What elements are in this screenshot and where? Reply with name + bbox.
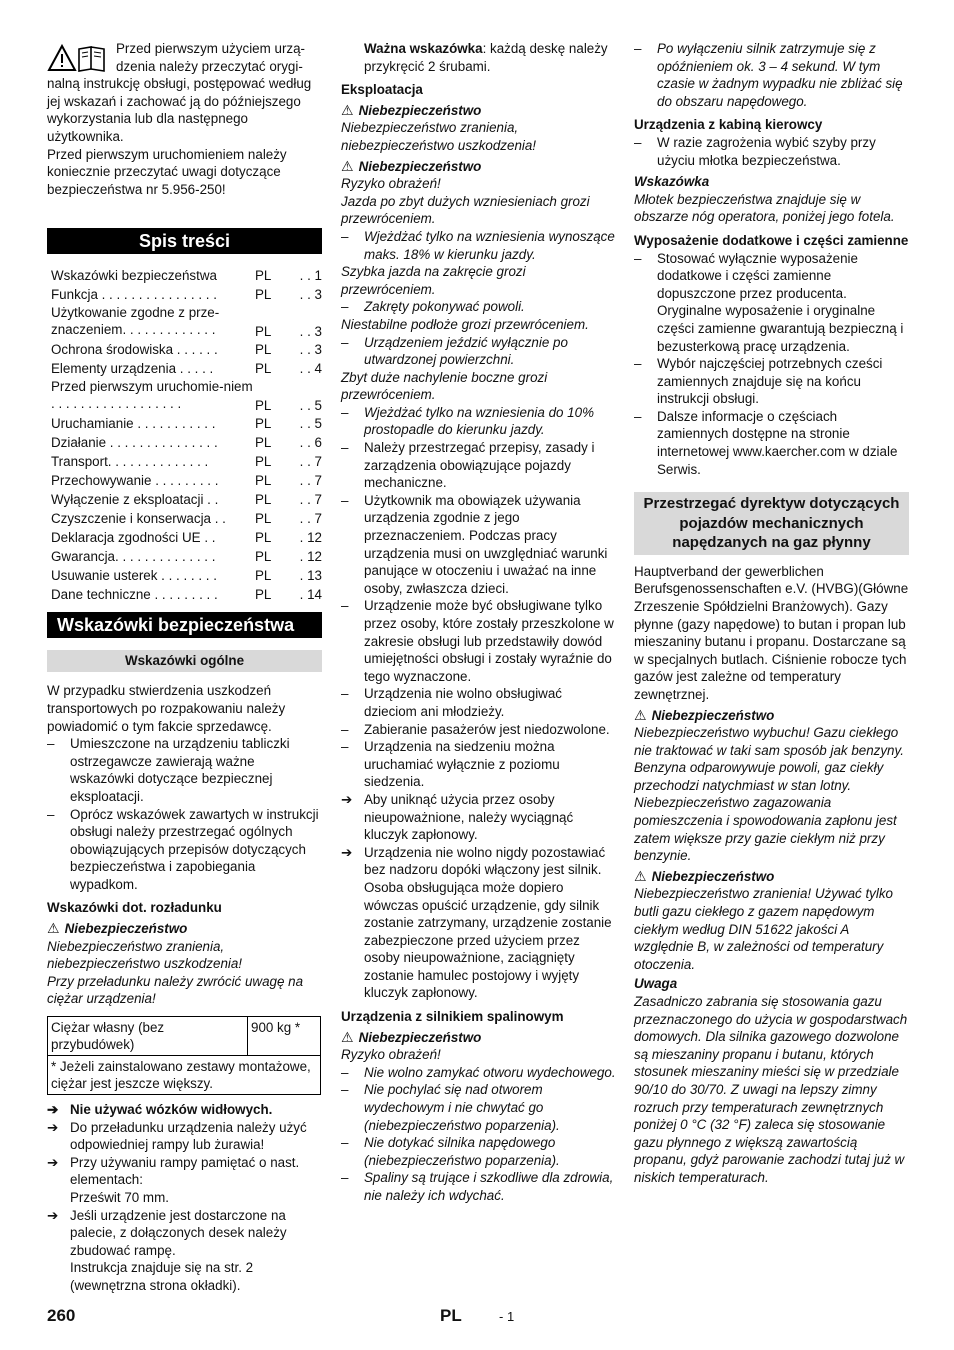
toc-entry-title: Wyłączenie z eksploatacji . . [51, 492, 219, 508]
toc-entry-page: . . 3 [299, 324, 322, 340]
toc-entry-title: Użytkowanie zgodne z prze-znaczeniem. . . . . . . . . . . . . [51, 305, 220, 338]
toc-entry-page: . . 6 [299, 435, 322, 451]
toc-entry-page: . 14 [299, 587, 322, 603]
danger-text: Zbyt duże nachylenie boczne grozi przewróceniem. [341, 369, 548, 403]
list-item: – Nie dotykać silnika napędowego (niebezpieczeństwo poparzenia). [341, 1135, 560, 1168]
toc-entry-title: Czyszczenie i konserwacja . . [51, 511, 226, 527]
list-item: – Spaliny są trujące i szkodliwe dla zdrowia, nie należy ich wdychać. [341, 1170, 614, 1203]
list-item: – Urządzenie może być obsługiwane tylko przez osoby, które zostały przeszkolone w zakresie obsługi lub przedstawiły dowód umiejętności obsługi i zostały wyraźnie do tego wyznaczone. [341, 598, 614, 684]
toc-entry-title: Usuwanie usterek . . . . . . . . [51, 568, 217, 584]
list-item: – Zakręty pokonywać powoli. [341, 299, 525, 315]
weight-table [47, 1016, 321, 1095]
weight-note: * Jeżeli zainstalowano zestawy montażowe, ciężar jest jeszcze większy. [48, 1056, 321, 1095]
arrow-sub: Instrukcja znajduje się na str. 2 (wewnętrzna strona okładki). [70, 1260, 254, 1293]
toc-entry-page: . 13 [299, 568, 322, 584]
column-1 [47, 40, 322, 1295]
list-item: – Wjeżdżać tylko na wzniesienia do 10% prostopadle do kierunku jazdy. [341, 404, 594, 438]
uwaga-title: Uwaga [634, 976, 678, 992]
toc-row [47, 359, 322, 378]
toc-entry-lang: PL [255, 473, 272, 489]
toc-row [47, 547, 322, 566]
toc-row [47, 585, 322, 604]
danger-heading: ⚠ Niebezpieczeństwo [341, 101, 482, 118]
table-of-contents [47, 266, 322, 604]
arrow-item: ➔ Urządzenia nie wolno nigdy pozostawiać bez nadzoru dopóki włączony jest silnik. Osoba obsługująca może dopiero wówczas opuścić urządzenie, gdy silnik zostanie zatrzymany, urządzenie zostanie zabezpieczone przed użyciem przez osoby nieupoważnione, zaciągnięty zostanie hamulec postojowy i wyjęty kluczyk zapłonowy. [341, 844, 612, 1001]
list-item: – Zabieranie pasażerów jest niedozwolone. [341, 721, 610, 737]
toc-entry-lang: PL [255, 435, 272, 451]
toc-entry-title: Wskazówki bezpieczeństwa [51, 268, 217, 284]
toc-row [47, 304, 322, 340]
warning-icon: ⚠ [634, 867, 647, 884]
danger-text: Jazda po zbyt dużych wzniesieniach grozi przewróceniem. [341, 193, 590, 227]
arrow-item: ➔ Przy używaniu rampy pamiętać o nast. elementach: [47, 1154, 300, 1188]
toc-entry-page: . . 5 [299, 398, 322, 414]
toc-entry-lang: PL [255, 568, 272, 584]
list-item: – Urządzenia nie wolno obsługiwać dzieciom ani młodzieży. [341, 686, 562, 719]
toc-entry-title: Przechowywanie . . . . . . . . . [51, 473, 219, 489]
toc-row [47, 433, 322, 452]
toc-row [47, 566, 322, 585]
toc-entry-lang: PL [255, 268, 272, 284]
danger-text: Niestabilne podłoże grozi przewróceniem. [341, 316, 589, 332]
toc-entry-lang: PL [255, 361, 272, 377]
column-2 [341, 40, 616, 1205]
toc-row [47, 490, 322, 509]
weight-label: Ciężar własny (bez przybudówek) [48, 1017, 248, 1056]
list-item: – Dalsze informacje o częściach zamiennych dostępne na stronie internetowej www.kaercher.com w dziale Serwis. [634, 408, 898, 477]
intro-block [47, 40, 322, 198]
danger-text: Przy przeładunku należy zwrócić uwagę na ciężar urządzenia! [47, 973, 304, 1007]
danger-text: Ryzyko obrażeń! [341, 1047, 441, 1063]
toc-entry-title: Deklaracja zgodności UE . . [51, 530, 216, 546]
list-item: – Nie wolno zamykać otworu wydechowego. [341, 1064, 616, 1080]
arrow-item: ➔ Do przeładunku urządzenia należy użyć odpowiedniej rampy lub żurawia! [47, 1119, 307, 1153]
toc-entry-title: Funkcja . . . . . . . . . . . . . . . . [51, 287, 217, 303]
arrow-item: ➔ Nie używać wózków widłowych. [47, 1102, 273, 1118]
operation-title: Eksploatacja [341, 82, 423, 98]
danger-text: Ryzyko obrażeń! [341, 176, 441, 192]
list-item: – Wjeżdżać tylko na wzniesienia wynoszące maks. 18% w kierunku jazdy. [341, 228, 615, 262]
danger-text: Szybka jazda na zakręcie grozi przewróceniem. [341, 264, 526, 297]
list-item: – Wybór najczęściej potrzebnych cześci zamiennych znajduje się na końcu instrukcji obsługi. [634, 356, 883, 407]
list-item: – Stosować wyłącznie wyposażenie dodatkowe i części zamienne dopuszczone przez producenta. Oryginalne wyposażenie i oryginalne części zamienne gwarantują bezpieczną i bezusterkową pracę urządzenia. [634, 250, 904, 354]
weight-value: 900 kg * [248, 1017, 321, 1056]
arrow-item: ➔ Jeśli urządzenie jest dostarczone na palecie, z dołączonych desek należy zbudować rampę. [47, 1207, 287, 1258]
danger-heading: ⚠ Niebezpieczeństwo [341, 157, 482, 174]
toc-entry-page: . . 4 [299, 361, 322, 377]
safety-title: Wskazówki bezpieczeństwa [47, 612, 322, 638]
toc-entry-title: Gwarancja. . . . . . . . . . . . . . [51, 549, 216, 565]
danger-text: Niebezpieczeństwo zranienia, niebezpieczeństwo uszkodzenia! [341, 120, 537, 153]
gas-title: Przestrzegać dyrektyw dotyczących pojazdów mechanicznych napędzanych na gaz płynny [634, 492, 909, 555]
list-item: – Umieszczone na urządzeniu tabliczki ostrzegawcze zawierają ważne wskazówki dotyczące bezpiecznej eksploatacji. [47, 736, 290, 804]
danger-text: Niebezpieczeństwo zranienia! Używać tylko butli gazu ciekłego z gazem napędowym ciekłym według DIN 51622 jakości A względnie B, w zależności od temperatury otoczenia. [634, 886, 893, 972]
toc-entry-page: . . 3 [299, 287, 322, 303]
tip: Ważna wskazówka: każdą deskę należy przykręcić 2 śrubami. [364, 41, 608, 74]
toc-row [47, 452, 322, 471]
note-text: Młotek bezpieczeństwa znajduje się w obszarze nóg operatora, poniżej jego fotela. [634, 191, 895, 225]
toc-entry-page: . 12 [299, 530, 322, 546]
intro-line-1: Przed pierwszym użyciem urzą- [116, 41, 305, 56]
list-item: – W razie zagrożenia wybić szyby przy użyciu młotka bezpieczeństwa. [634, 134, 876, 168]
danger-heading: ⚠ Niebezpieczeństwo [47, 920, 188, 937]
toc-entry-page: . . 7 [299, 492, 322, 508]
general-paragraph: W przypadku stwierdzenia uszkodzeń transportowych po rozpakowaniu należy powiadomić o tym fakcie sprzedawcę. [47, 683, 286, 734]
toc-entry-title: Ochrona środowiska . . . . . . [51, 342, 218, 358]
list-item: – Użytkownik ma obowiązek używania urządzenia zgodnie z jego przeznaczeniem. Podczas pracy urządzenia musi on uwzględniać warunki panujące w otoczeniu i uważać na inne osoby, zwłaszcza dzieci. [341, 492, 608, 596]
toc-row [47, 285, 322, 304]
toc-entry-lang: PL [255, 492, 272, 508]
general-title: Wskazówki ogólne [47, 650, 322, 672]
list-item: – Urządzeniem jeździć wyłącznie po utwardzonej powierzchni. [341, 334, 568, 368]
toc-title: Spis treści [47, 228, 322, 254]
danger-heading: ⚠ Niebezpieczeństwo [341, 1028, 482, 1045]
arrow-item: ➔ Aby uniknąć użycia przez osoby nieupoważnione, należy wyciągnąć kluczyk zapłonowy. [341, 791, 574, 843]
gas-paragraph: Hauptverband der gewerblichen Berufsgenossenschaften e.V. (HVBG)(Główne Zrzeszenie Spółdzielni Branżowych). Gazy płynne (gazy napędowe) to butan i propan lub mieszaniny butanu i propanu. Dostarczane są w specjalnych butlach. Ciśnienie robocze tych gazów jest zależne od temperatury zewnętrznej. [634, 563, 909, 702]
toc-entry-lang: PL [255, 587, 272, 603]
footer-sub: - 1 [499, 1309, 515, 1324]
toc-entry-lang: PL [255, 287, 272, 303]
list-item: – Nie pochylać się nad otworem wydechowym i nie chwytać go (niebezpieczeństwo poparzenia). [341, 1082, 560, 1133]
list-item: – Urządzenia na siedzeniu można uruchamiać wyłącznie z poziomu siedzenia. [341, 739, 560, 790]
list-item: – Oprócz wskazówek zawartych w instrukcji obsługi należy przestrzegać ogólnych obowiązujących przepisów dotyczących bezpieczeństwa i zapobiegania wypadkom. [47, 806, 319, 892]
warning-icon: ⚠ [341, 101, 354, 118]
cab-title: Urządzenia z kabiną kierowcy [634, 117, 823, 133]
toc-entry-lang: PL [255, 324, 272, 340]
unload-title: Wskazówki dot. rozładunku [47, 900, 222, 916]
accessories-title: Wyposażenie dodatkowe i części zamienne [634, 232, 909, 248]
uwaga-text: Zasadniczo zabrania się stosowania gazu przeznaczonego do użycia w gospodarstwach domowych. Dla silnika gazowego dozwolone są mieszaniny propanu i butanu, których stosunek mieszaniny mieści się w przedziale 90/10 do 30/70. Z uwagi na lepszy zimny rozruch przy temperaturach zewnętrznych poniżej 0 °C (32 °F) zaleca się stosowanie gazu płynnego z większą zawartością propanu, gdyż parowanie zachodzi tutaj już w niskich temperaturach. [634, 994, 908, 1185]
warning-icon: ⚠ [47, 920, 60, 937]
toc-row [47, 509, 322, 528]
toc-row [47, 528, 322, 547]
toc-row [47, 471, 322, 490]
warning-manual-icon [47, 43, 107, 73]
danger-text: Niebezpieczeństwo zranienia, niebezpieczeństwo uszkodzenia! [47, 938, 243, 972]
toc-row [47, 378, 322, 414]
footer-lang: PL [440, 1306, 462, 1325]
intro-line-2: dzenia należy przeczytać orygi- [116, 58, 303, 74]
intro-text-2: Przed pierwszym uruchomieniem należy koniecznie przeczytać uwagi dotyczące bezpieczeństwa nr 5.956-250! [47, 146, 287, 197]
toc-entry-title: Dane techniczne . . . . . . . . . [51, 587, 218, 603]
toc-entry-page: . . 7 [299, 454, 322, 470]
toc-row [47, 340, 322, 359]
toc-entry-title: Transport. . . . . . . . . . . . . . [51, 454, 209, 470]
toc-row [47, 414, 322, 433]
toc-entry-lang: PL [255, 454, 272, 470]
arrow-sub: Prześwit 70 mm. [70, 1190, 169, 1205]
toc-entry-lang: PL [255, 511, 272, 527]
intro-text: nalną instrukcję obsługi, postępować według jej wskazań i zachować ją do późniejszego wykorzystania lub dla następnego użytkownika. [47, 76, 312, 144]
engine-title: Urządzenia z silnikiem spalinowym [341, 1009, 564, 1025]
column-3 [634, 40, 909, 1187]
danger-heading: ⚠ Niebezpieczeństwo [634, 867, 775, 884]
toc-entry-lang: PL [255, 530, 272, 546]
toc-entry-page: . . 5 [299, 416, 322, 432]
note-title: Wskazówka [634, 174, 710, 190]
toc-row [47, 266, 322, 285]
toc-entry-lang: PL [255, 398, 272, 414]
toc-entry-page: . . 7 [299, 511, 322, 527]
toc-entry-page: . . 1 [299, 268, 322, 284]
toc-entry-lang: PL [255, 416, 272, 432]
danger-text: Niebezpieczeństwo wybuchu! Gazu ciekłego nie traktować w taki sam sposób jak benzyny. Benzyna odparowywuje powoli, gaz ciekły przechodzi natychmiast w stan lotny. Niebezpieczeństwo zagazowania pomieszczenia i spowodowania zapłonu jest zatem większe przy gazie ciekłym niż przy benzynie. [634, 725, 904, 864]
toc-entry-page: . 12 [299, 549, 322, 565]
warning-icon: ⚠ [341, 157, 354, 174]
warning-icon: ⚠ [634, 706, 647, 723]
toc-entry-lang: PL [255, 549, 272, 565]
page-number: 260 [47, 1306, 76, 1325]
toc-entry-title: Elementy urządzenia . . . . . [51, 361, 214, 377]
list-item: – Należy przestrzegać przepisy, zasady i zarządzenia obowiązujące pojazdy mechaniczne. [341, 440, 595, 491]
toc-entry-title: Działanie . . . . . . . . . . . . . . . [51, 435, 218, 451]
toc-entry-title: Przed pierwszym uruchomie-niem . . . . . . . . . . . . . . . . . . [51, 379, 253, 412]
danger-heading: ⚠ Niebezpieczeństwo [634, 706, 775, 723]
list-item: – Po wyłączeniu silnik zatrzymuje się z opóźnieniem ok. 3 – 4 sekund. W tym czasie w żadnym wypadku nie zbliżać się do obszaru napędowego. [634, 41, 903, 109]
warning-icon: ⚠ [341, 1028, 354, 1045]
toc-entry-page: . . 7 [299, 473, 322, 489]
toc-entry-page: . . 3 [299, 342, 322, 358]
toc-entry-title: Uruchamianie . . . . . . . . . . . [51, 416, 216, 432]
toc-entry-lang: PL [255, 342, 272, 358]
